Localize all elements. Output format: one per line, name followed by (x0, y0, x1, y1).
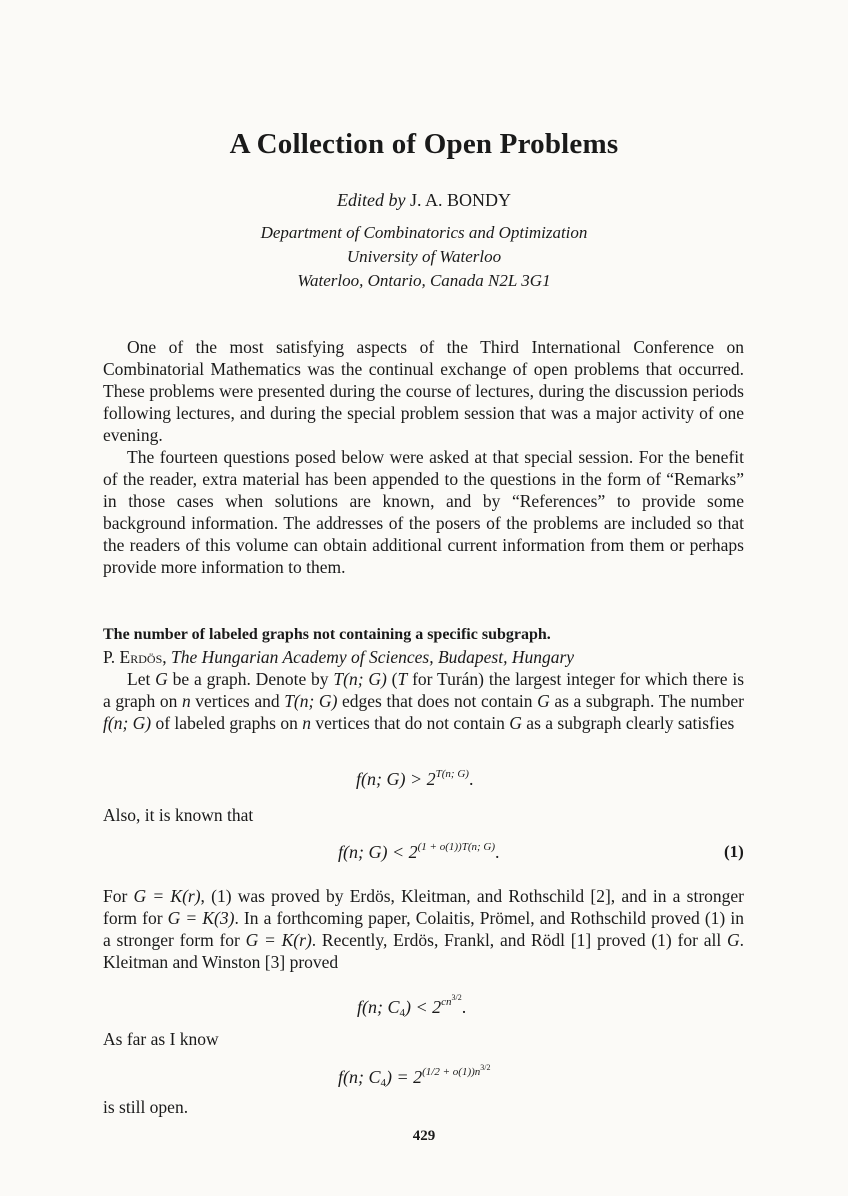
author-institution: The Hungarian Academy of Sciences, Budapest, Hungary (171, 647, 575, 667)
paper-title: A Collection of Open Problems (229, 128, 619, 160)
intro-paragraph: One of the most satisfying aspects of the Third International Conference on Combinatorial Mathematics was the continual exchange of open problems that occurred. These problems were presented during the course of lectures, during the discussion periods following lectures, and during the special problem session that was a major activity of one evening. (103, 337, 744, 445)
problem-paragraph: For G = K(r), (1) was proved by Erdös, Kleitman, and Rothschild [2], and in a stronger form for G = K(3). In a forthcoming paper, Colaitis, Prömel, and Rothschild proved (1) in a stronger form for G = K(r). Recently, Erdös, Frankl, and Rödl [1] proved (1) for all G. Kleitman and Winston [3] proved (103, 886, 744, 972)
problem-title: The number of labeled graphs not containing a specific subgraph. (103, 626, 551, 643)
intro-paragraph: The fourteen questions posed below were asked at that special session. For the benefit of the reader, extra material has been appended to the questions in the form of “Remarks” in those cases when solutions are known, and by “References” to provide some background information. The addresses of the posers of the problems are included so that the readers of this volume can obtain additional current information from them or perhaps provide more information to them. (103, 447, 744, 577)
author-initial: P. (103, 647, 120, 667)
equation: f(n; $C_4) = 2^{(1/2 + o(1))n^{3/2}}$ (338, 1063, 491, 1089)
affiliation-line: University of Waterloo (346, 247, 502, 266)
affiliation (0, 221, 848, 293)
author-name: Erdös (119, 647, 163, 667)
affiliation-line: Department of Combinatorics and Optimization (260, 223, 588, 242)
problem-section (103, 624, 744, 734)
text-line: is still open. (103, 1097, 189, 1117)
equation-number: (1) (724, 842, 744, 861)
equation: f(n; $G) > 2^{T(n; G)}$. (356, 768, 474, 789)
text-line: As far as I know (103, 1029, 219, 1049)
page-number: 429 (412, 1128, 436, 1144)
editor-prefix: Edited by (337, 190, 406, 210)
editor-name: J. A. BONDY (409, 190, 511, 210)
editor-line (0, 190, 848, 211)
equation: f(n; $C_4) < 2^{cn^{3/2}}$. (357, 993, 467, 1019)
text-line: Also, it is known that (103, 805, 254, 825)
problem-author: P. Erdös, The Hungarian Academy of Sciences, Budapest, Hungary (103, 647, 575, 667)
problem-paragraph: Let G be a graph. Denote by T(n; G) (T for Turán) the largest integer for which there is a graph on n vertices and T(n; G) edges that does not contain G as a subgraph. The number f(n; G) of labeled graphs on n vertices that do not contain G as a subgraph clearly satisfies (103, 669, 745, 733)
equation-1: f(n; $G) < 2^{(1 + o(1))T(n; G)}$. (338, 841, 500, 862)
affiliation-line: Waterloo, Ontario, Canada N2L 3G1 (297, 271, 551, 290)
introduction (103, 336, 744, 578)
